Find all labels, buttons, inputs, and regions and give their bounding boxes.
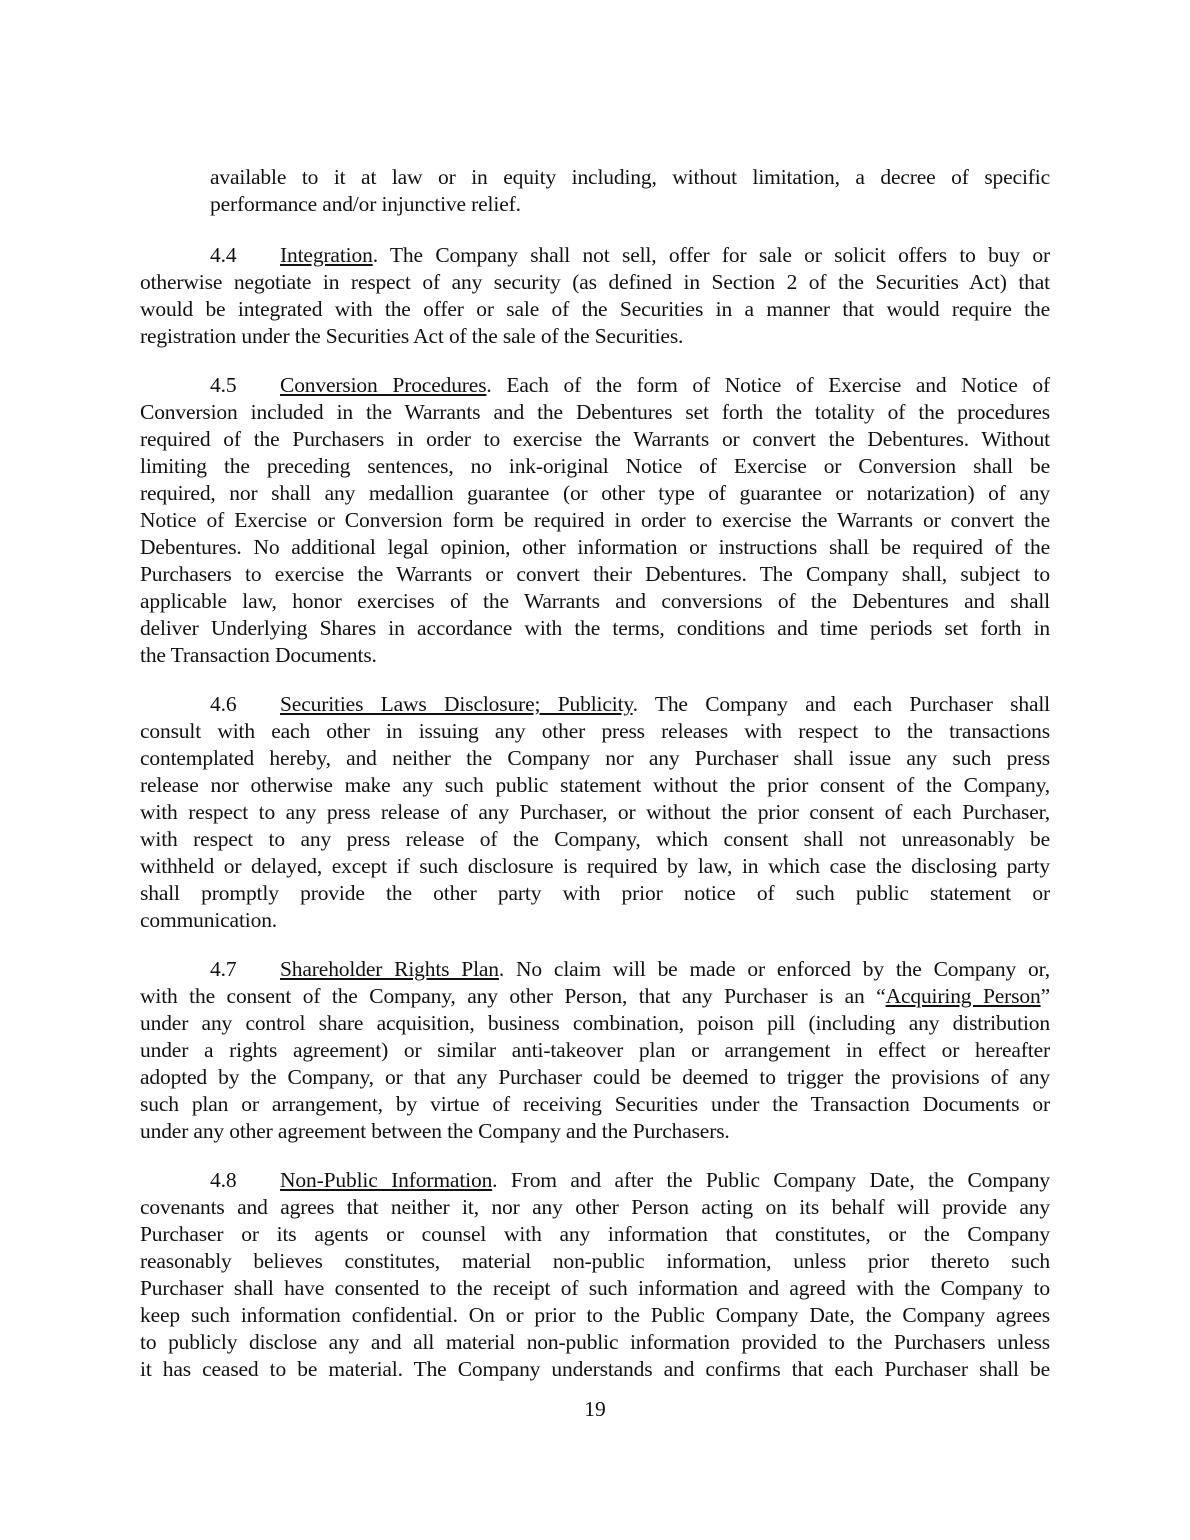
section-heading: Non-Public Information (280, 1168, 493, 1192)
page-number: 19 (584, 1397, 606, 1421)
section-heading: Conversion Procedures (280, 373, 487, 397)
body-text-line: reasonably believes constitutes, material non-public information, unless prior thereto such (140, 1249, 1050, 1273)
body-text-line: the Transaction Documents. (140, 643, 377, 667)
body-text-line: consult with each other in issuing any other press releases with respect to the transactions (140, 719, 1050, 743)
body-text-line: registration under the Securities Act of the sale of the Securities. (140, 324, 684, 348)
section-number: 4.6 (210, 692, 237, 716)
section-number: 4.7 (210, 957, 237, 981)
body-text-line: shall promptly provide the other party with prior notice of such public statement or (140, 881, 1050, 905)
body-text-line: required of the Purchasers in order to exercise the Warrants or convert the Debentures. Without (140, 427, 1050, 451)
section-4-8-first-line (140, 1167, 1050, 1194)
section-number: 4.8 (210, 1168, 237, 1192)
section-heading: Shareholder Rights Plan (280, 957, 499, 981)
body-text: . No claim will be made or enforced by the Company or, (498, 957, 1050, 981)
section-number: 4.5 (210, 373, 237, 397)
body-text: . The Company and each Purchaser shall (632, 692, 1050, 716)
body-text-line: Purchaser shall have consented to the receipt of such information and agreed with the Company to (140, 1276, 1050, 1300)
body-text-line: performance and/or injunctive relief. (210, 192, 521, 216)
body-text-line: available to it at law or in equity including, without limitation, a decree of specific (210, 165, 1050, 189)
section-4-4-first-line (140, 242, 1050, 269)
body-text: . From and after the Public Company Date, the Company (492, 1168, 1050, 1192)
section-4-6-first-line (140, 691, 1050, 718)
body-text: . The Company shall not sell, offer for sale or solicit offers to buy or (372, 243, 1050, 267)
body-text-line: keep such information confidential. On or prior to the Public Company Date, the Company agrees (140, 1303, 1050, 1327)
body-text-line: required, nor shall any medallion guarantee (or other type of guarantee or notarization) of any (140, 481, 1050, 505)
section-heading: Securities Laws Disclosure; Publicity (280, 692, 633, 716)
defined-term: Acquiring Person (885, 984, 1041, 1008)
body-text-line: under any control share acquisition, business combination, poison pill (including any distribution (140, 1011, 1050, 1035)
body-text-line: otherwise negotiate in respect of any security (as defined in Section 2 of the Securities Act) that (140, 270, 1050, 294)
body-text-line: under any other agreement between the Company and the Purchasers. (140, 1119, 730, 1143)
section-heading: Integration (280, 243, 373, 267)
section-number: 4.4 (210, 243, 237, 267)
body-text-line: it has ceased to be material. The Company understands and confirms that each Purchaser shall be (140, 1357, 1050, 1381)
body-text-line: adopted by the Company, or that any Purchaser could be deemed to trigger the provisions of any (140, 1065, 1050, 1089)
body-text-line: covenants and agrees that neither it, nor any other Person acting on its behalf will provide any (140, 1195, 1050, 1219)
section-4-5-first-line (140, 372, 1050, 399)
body-text-line: Conversion included in the Warrants and the Debentures set forth the totality of the procedures (140, 400, 1050, 424)
body-text-line: with respect to any press release of the Company, which consent shall not unreasonably be (140, 827, 1050, 851)
body-text: ” (1040, 984, 1050, 1008)
body-text-line: to publicly disclose any and all material non-public information provided to the Purchasers unless (140, 1330, 1050, 1354)
body-text-line: Debentures. No additional legal opinion, other information or instructions shall be required of the (140, 535, 1050, 559)
body-text-line: contemplated hereby, and neither the Company nor any Purchaser shall issue any such press (140, 746, 1050, 770)
body-text-line: withheld or delayed, except if such disclosure is required by law, in which case the disclosing party (140, 854, 1050, 878)
body-text-line: limiting the preceding sentences, no ink-original Notice of Exercise or Conversion shall be (140, 454, 1050, 478)
body-text: with the consent of the Company, any other Person, that any Purchaser is an “ (140, 984, 886, 1008)
body-text-line: under a rights agreement) or similar anti-takeover plan or arrangement in effect or hereafter (140, 1038, 1050, 1062)
body-text: . Each of the form of Notice of Exercise and Notice of (486, 373, 1050, 397)
body-text-line: deliver Underlying Shares in accordance with the terms, conditions and time periods set forth in (140, 616, 1050, 640)
body-text-line (140, 983, 1050, 1010)
body-text-line: Purchaser or its agents or counsel with any information that constitutes, or the Company (140, 1222, 1050, 1246)
body-text-line: would be integrated with the offer or sale of the Securities in a manner that would require the (140, 297, 1050, 321)
body-text-line: with respect to any press release of any Purchaser, or without the prior consent of each Purchaser, (140, 800, 1050, 824)
section-4-7-first-line (140, 956, 1050, 983)
body-text-line: applicable law, honor exercises of the Warrants and conversions of the Debentures and shall (140, 589, 1050, 613)
body-text-line: Purchasers to exercise the Warrants or convert their Debentures. The Company shall, subject to (140, 562, 1050, 586)
body-text-line: Notice of Exercise or Conversion form be required in order to exercise the Warrants or convert the (140, 508, 1050, 532)
body-text-line: release nor otherwise make any such public statement without the prior consent of the Company, (140, 773, 1050, 797)
body-text-line: communication. (140, 908, 278, 932)
body-text-line: such plan or arrangement, by virtue of receiving Securities under the Transaction Documents or (140, 1092, 1050, 1116)
